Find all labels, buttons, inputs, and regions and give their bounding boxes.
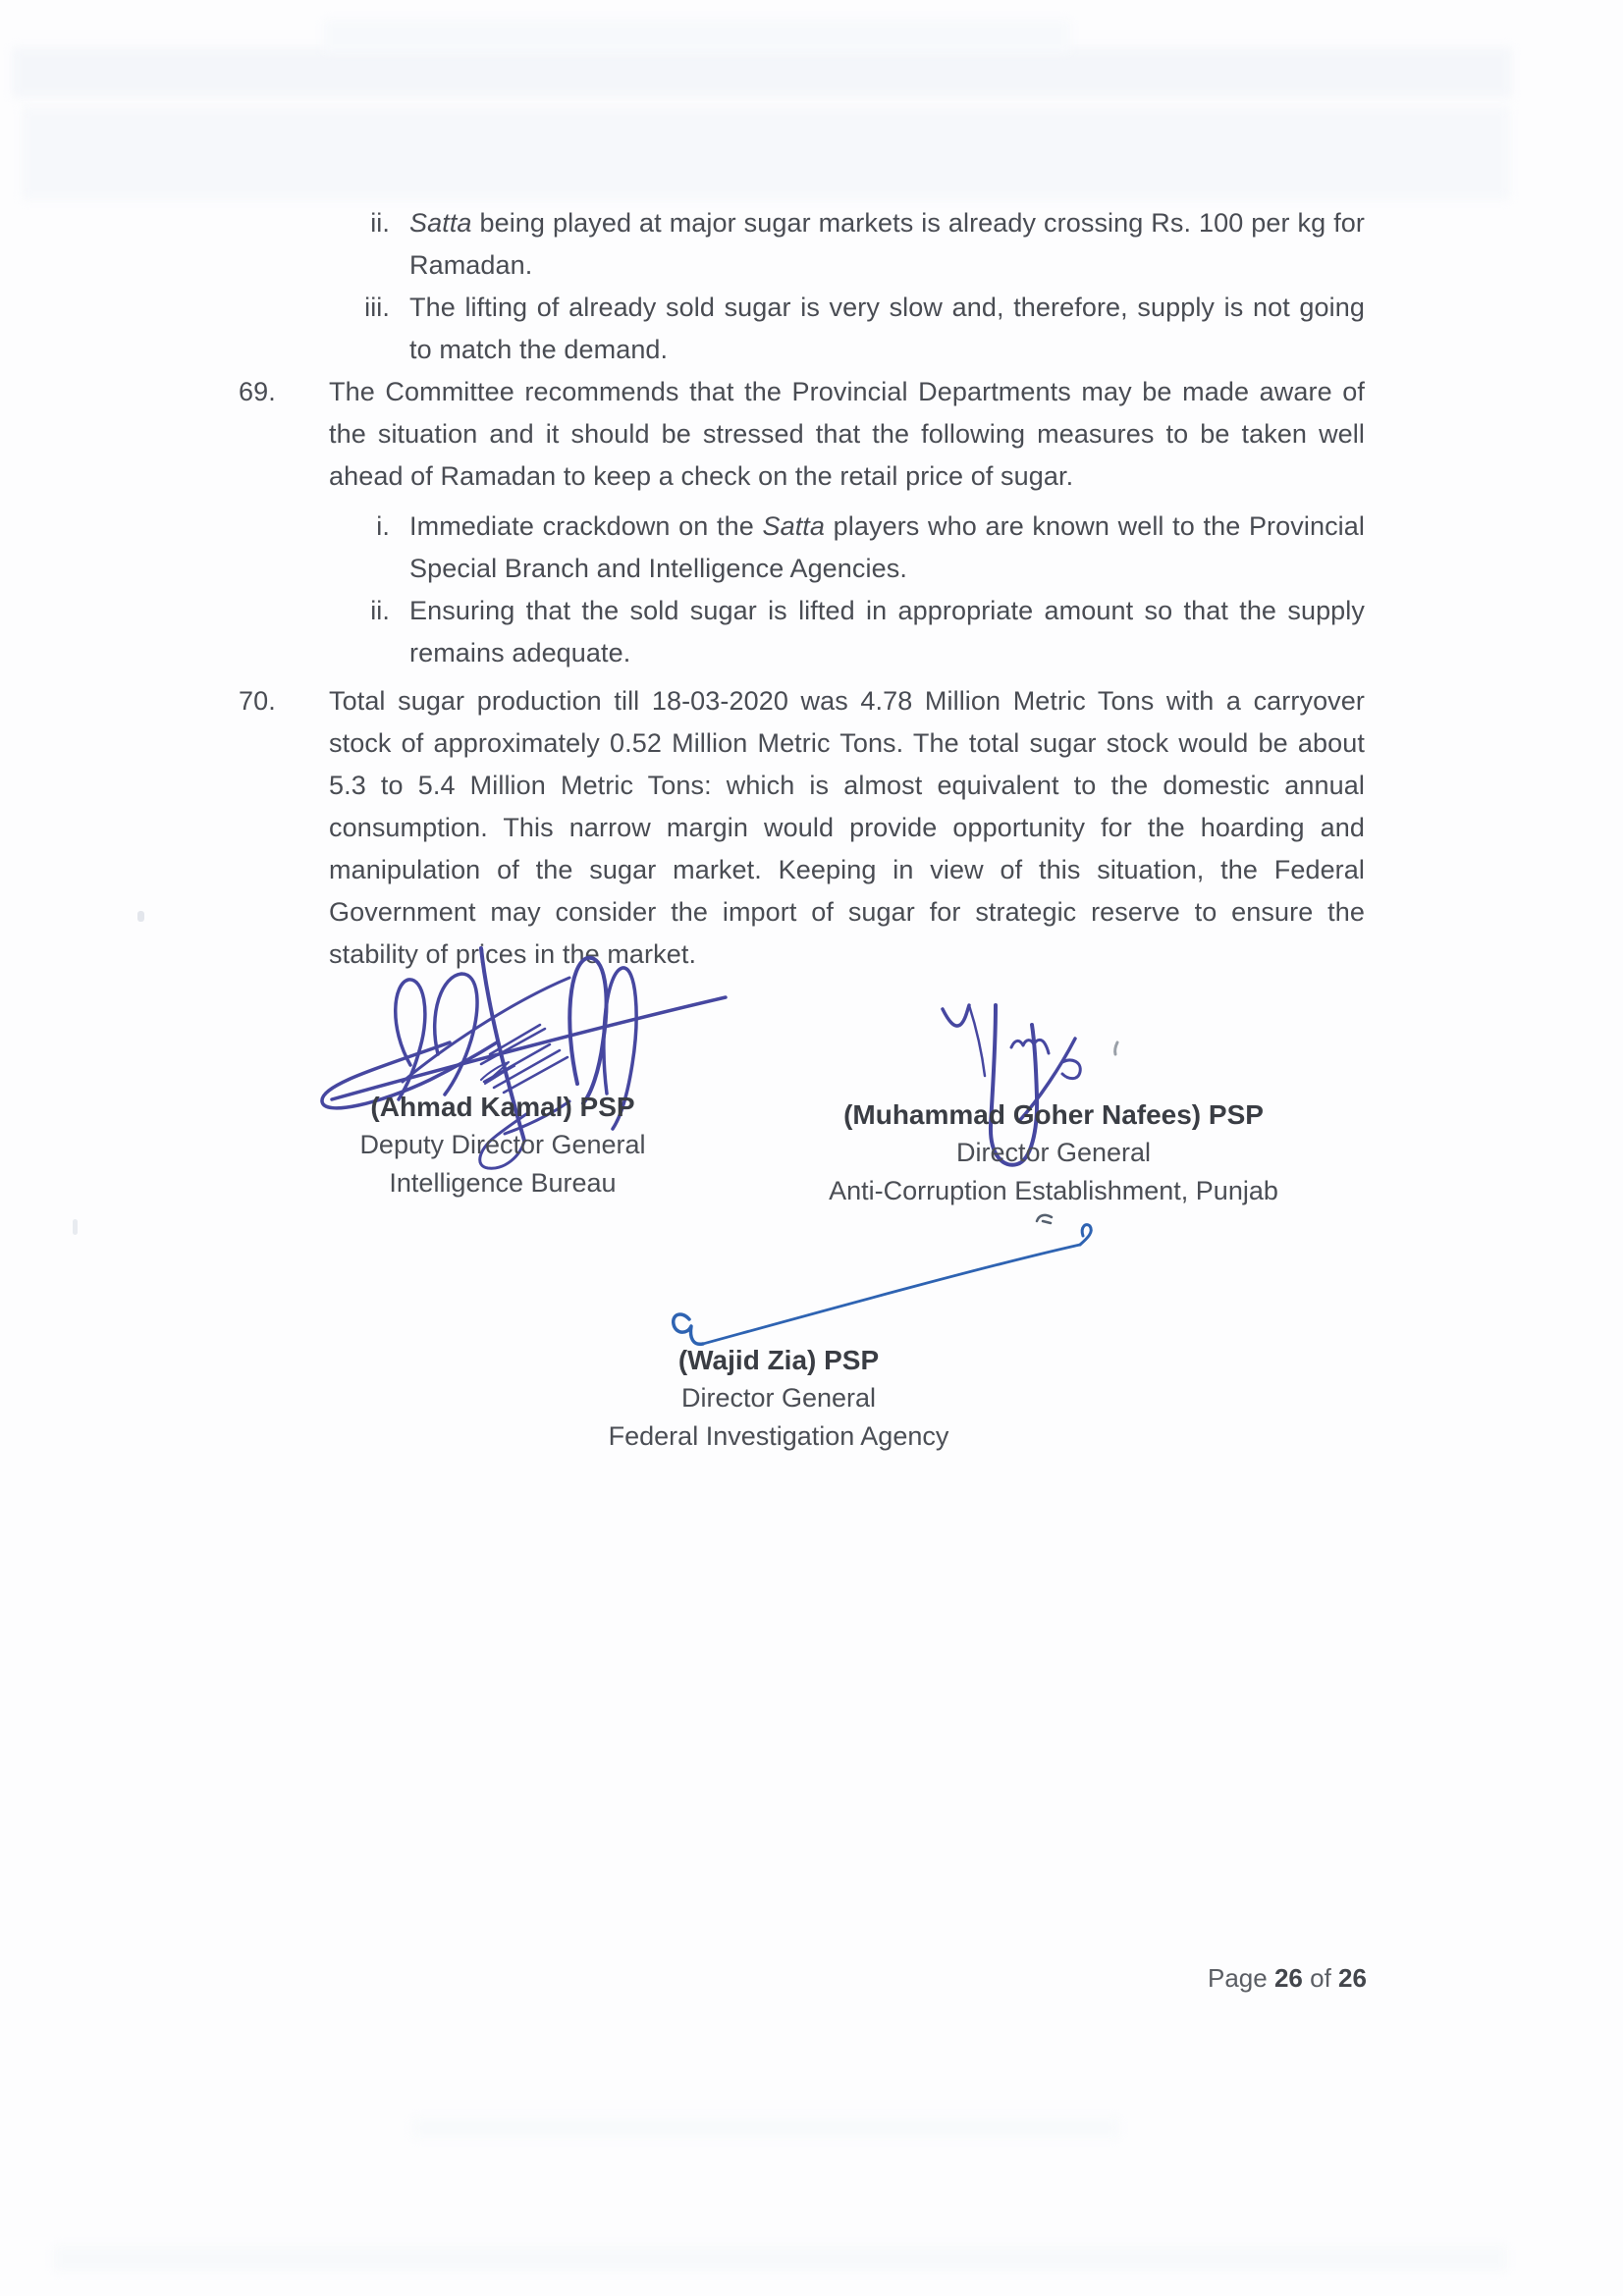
italic-term: Satta	[409, 208, 472, 238]
list-item	[239, 590, 1365, 674]
footer-page-number: 26	[1273, 1963, 1303, 1993]
signatory-title: Deputy Director General	[359, 1130, 646, 1159]
numbered-paragraph	[239, 371, 1365, 498]
signatory-title: Director General	[955, 1138, 1152, 1167]
wajid-zia-signature-ink	[660, 1205, 1107, 1358]
paragraph-text: Total sugar production till 18-03-2020 was 4.78 Million Metric Tons with a carryover stock of approximately 0.52 Million Metric Tons. The total sugar stock would be about 5.3 to 5.4 Million Metric Tons: which is almost equivalent to the domestic annual consumption. This narrow margin would provide opportunity for the hoarding and manipulation of the sugar market. Keeping in view of this situation, the Federal Government may consider the import of sugar for strategic reserve to ensure the stability of prices in the market.	[329, 686, 1365, 969]
paragraph-number: 70.	[239, 686, 276, 716]
signature-block-ahmad-kamal	[277, 1088, 729, 1202]
paragraph-text: The Committee recommends that the Provincial Departments may be made aware of the situation and it should be stressed that the following measures to be taken well ahead of Ramadan to keep a check on the retail price of sugar.	[329, 377, 1365, 491]
signatory-organization: Federal Investigation Agency	[608, 1421, 949, 1451]
list-item-body: being played at major sugar markets is already crossing Rs. 100 per kg for Ramadan.	[409, 208, 1365, 280]
list-item-text: Ensuring that the sold sugar is lifted in appropriate amount so that the supply remains adequate.	[409, 596, 1365, 667]
footer-of-label: of	[1310, 1963, 1331, 1993]
scan-artifact	[324, 20, 1070, 53]
list-marker: iii.	[364, 293, 390, 322]
signatory-name: (Ahmad Kamal) PSP	[370, 1092, 635, 1122]
signatory-name: (Muhammad Goher Nafees) PSP	[843, 1099, 1264, 1130]
signatory-name: (Wajid Zia) PSP	[677, 1345, 880, 1375]
scan-speck	[73, 1219, 78, 1235]
footer-total-pages: 26	[1338, 1963, 1367, 1993]
signature-block-goher-nafees	[779, 1095, 1328, 1210]
list-marker: ii.	[370, 596, 390, 625]
signature-block-wajid-zia	[553, 1341, 1004, 1456]
list-item	[239, 202, 1365, 287]
scan-artifact	[412, 2118, 1119, 2138]
document-body	[239, 202, 1365, 976]
scan-artifact	[22, 106, 1510, 200]
signatory-title: Director General	[680, 1383, 877, 1413]
list-item-text	[409, 202, 1365, 287]
list-item-text: The lifting of already sold sugar is very slow and, therefore, supply is not going to match the demand.	[409, 293, 1365, 364]
sub-list	[239, 506, 1365, 674]
paragraph-number: 69.	[239, 377, 276, 406]
list-item	[239, 506, 1365, 590]
list-item-body: Immediate crackdown on the	[409, 511, 763, 541]
scan-artifact	[54, 2246, 1507, 2271]
list-marker: ii.	[370, 208, 390, 238]
signatory-organization: Anti-Corruption Establishment, Punjab	[829, 1176, 1278, 1205]
signatory-organization: Intelligence Bureau	[389, 1168, 617, 1198]
list-item-body: players who are known well to the Provincial Special Branch and Intelligence Agencies.	[409, 511, 1365, 583]
list-item-text	[409, 506, 1365, 590]
list-item	[239, 287, 1365, 371]
numbered-paragraph	[239, 680, 1365, 976]
scan-artifact	[12, 47, 1512, 98]
page-footer	[1208, 1963, 1367, 1994]
scan-speck	[137, 911, 144, 922]
footer-page-label: Page	[1208, 1963, 1268, 1993]
italic-term: Satta	[762, 511, 826, 541]
list-marker: i.	[376, 511, 390, 541]
